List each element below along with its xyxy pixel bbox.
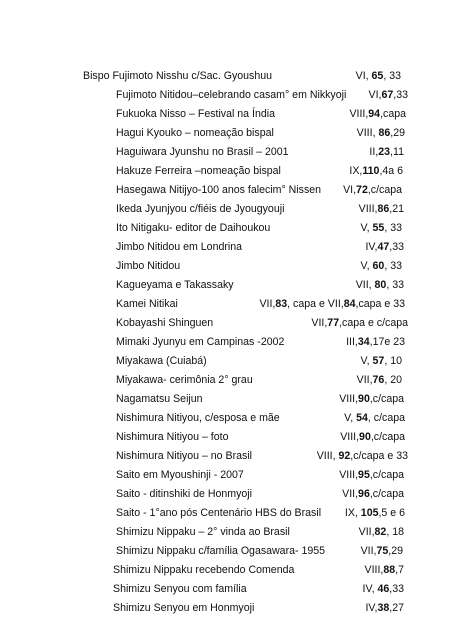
index-entry (0, 333, 452, 351)
index-entry (0, 561, 452, 579)
entry-name: Nagamatsu Seijun (116, 393, 203, 405)
entry-name: Shimizu Nippaku recebendo Comenda (113, 564, 295, 576)
entry-name: Hasegawa Nitijyo-100 anos falecim° Nissen (116, 184, 322, 196)
entry-name: Ito Nitigaku- editor de Daihoukou (116, 222, 271, 234)
entry-reference: IV,47,33 (365, 241, 404, 253)
index-entry (0, 409, 452, 427)
entry-name: Shimizu Senyou com família (113, 583, 247, 595)
index-entry (0, 276, 452, 294)
index-entry (0, 447, 452, 465)
entry-name: Mimaki Jyunyu em Campinas -2002 (116, 336, 285, 348)
entry-name: Nishimura Nitiyou, c/esposa e mãe (116, 412, 280, 424)
index-entry (0, 390, 452, 408)
index-entry (0, 599, 452, 617)
entry-name: Shimizu Nippaku c/família Ogasawara- 1955 (116, 545, 326, 557)
entry-reference: VI,72,c/capa (343, 184, 402, 196)
entry-name: Nishimura Nitiyou – no Brasil (116, 450, 253, 462)
entry-name: Miyakawa- cerimônia 2° grau (116, 374, 253, 386)
entry-name: Saito - 1°ano pós Centenário HBS do Brasil (116, 507, 322, 519)
entry-reference: VIII, 92,c/capa e 33 (316, 450, 408, 462)
entry-name: Miyakawa (Cuiabá) (116, 355, 207, 367)
entry-name: Saito - ditinshiki de Honmyoji (116, 488, 253, 500)
entry-reference: VII,77,capa e c/capa (311, 317, 408, 329)
entry-reference: IX,110,4a 6 (349, 165, 403, 177)
entry-reference: II,23,11 (369, 146, 404, 158)
entry-reference: VII, 80, 33 (355, 279, 404, 291)
entry-name: Saito em Myoushinji - 2007 (116, 469, 244, 481)
entry-reference: VIII,94,capa (349, 108, 406, 120)
index-entry (0, 466, 452, 484)
entry-name: Shimizu Senyou em Honmyoji (113, 602, 255, 614)
entry-name: Fukuoka Nisso – Festival na Índia (116, 108, 275, 120)
index-entry (0, 238, 452, 256)
index-entry (0, 504, 452, 522)
entry-reference: VIII,90,c/capa (340, 431, 405, 443)
entry-name: Hakuze Ferreira –nomeação bispal (116, 165, 281, 177)
index-entry (0, 523, 452, 541)
entry-name: Hagui Kyouko – nomeação bispal (116, 127, 274, 139)
entry-reference: IV,38,27 (365, 602, 404, 614)
entry-reference: VIII, 86,29 (356, 127, 405, 139)
entry-reference: VII,83, capa e VII,84,capa e 33 (259, 298, 405, 310)
index-entry (0, 200, 452, 218)
index-entry (0, 162, 452, 180)
entry-name: Haguiwara Jyunshu no Brasil – 2001 (116, 146, 289, 158)
entry-reference: VI,67,33 (368, 89, 408, 101)
entry-reference: V, 54, c/capa (344, 412, 405, 424)
entry-reference: VII,82, 18 (358, 526, 404, 538)
entry-reference: IX, 105,5 e 6 (344, 507, 405, 519)
index-entry (0, 143, 452, 161)
entry-reference: VIII,90,c/capa (339, 393, 404, 405)
index-entry (0, 67, 452, 85)
index-entry (0, 485, 452, 503)
index-entry (0, 542, 452, 560)
index-entry (0, 124, 452, 142)
entry-name: Shimizu Nippaku – 2° vinda ao Brasil (116, 526, 290, 538)
index-entry (0, 580, 452, 598)
index-entry (0, 295, 452, 313)
entry-name: Bispo Fujimoto Nisshu c/Sac. Gyoushuu (83, 70, 273, 82)
entry-name: Fujimoto Nitidou–celebrando casam° em Nikkyoji (116, 89, 347, 101)
entry-name: Nishimura Nitiyou – foto (116, 431, 229, 443)
entry-name: Jimbo Nitidou (116, 260, 181, 272)
index-entry (0, 314, 452, 332)
index-entry (0, 428, 452, 446)
entry-name: Jimbo Nitidou em Londrina (116, 241, 243, 253)
entry-reference: VIII,95,c/capa (339, 469, 404, 481)
index-entry (0, 371, 452, 389)
entry-reference: VIII,88,7 (364, 564, 404, 576)
index-entry (0, 86, 452, 104)
entry-reference: VII,75,29 (360, 545, 403, 557)
entry-name: Kamei Nitikai (116, 298, 178, 310)
entry-reference: III,34,17e 23 (346, 336, 405, 348)
entry-reference: V, 55, 33 (360, 222, 402, 234)
entry-reference: V, 60, 33 (360, 260, 402, 272)
index-entry (0, 219, 452, 237)
entry-name: Kagueyama e Takassaky (116, 279, 234, 291)
entry-reference: IV, 46,33 (362, 583, 404, 595)
entry-name: Kobayashi Shinguen (116, 317, 214, 329)
index-entry (0, 352, 452, 370)
entry-reference: VI, 65, 33 (355, 70, 401, 82)
entry-reference: VIII,86,21 (358, 203, 404, 215)
index-entry (0, 105, 452, 123)
index-entry (0, 257, 452, 275)
entry-reference: VII,76, 20 (356, 374, 402, 386)
entry-reference: VII,96,c/capa (342, 488, 404, 500)
entry-name: Ikeda Jyunjyou c/fiéis de Jyougyouji (116, 203, 285, 215)
entry-reference: V, 57, 10 (360, 355, 402, 367)
index-entry (0, 181, 452, 199)
